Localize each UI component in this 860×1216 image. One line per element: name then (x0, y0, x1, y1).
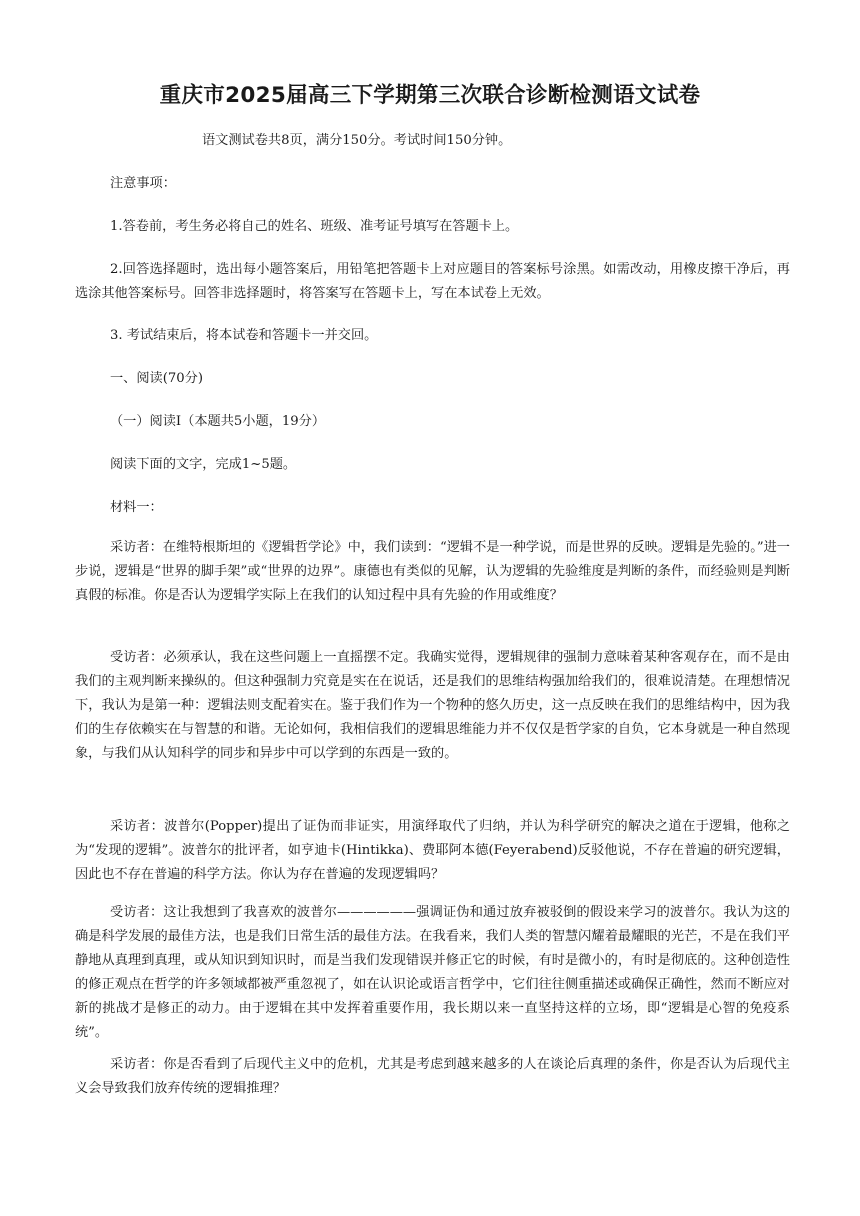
dialogue-paragraph: 采访者：你是否看到了后现代主义中的危机，尤其是考虑到越来越多的人在谈论后真理的条件，你是否认为后现代主义会导致我们放弃传统的逻辑推理？ (75, 1057, 790, 1096)
dialogue-paragraph: 采访者：在维特根斯坦的《逻辑哲学论》中，我们读到：“逻辑不是一种学说，而是世界的反映。逻辑是先验的。”进一步说，逻辑是“世界的脚手架”或“世界的边界”。康德也有类似的见解，认为逻辑的先验维度是判断的条件，而经验则是判断真假的标准。你是否认为逻辑学实际上在我们的认知过程中具有先验的作用或维度？ (75, 540, 790, 603)
reading-instruction: 阅读下面的文字，完成1~5题。 (110, 457, 297, 472)
notice-item: 2.回答选择题时，选出每小题答案后，用铅笔把答题卡上对应题目的答案标号涂黑。如需改动，用橡皮擦干净后，再选涂其他答案标号。回答非选择题时，将答案写在答题卡上，写在本试卷上无效。 (75, 262, 790, 301)
notice-item: 1.答卷前，考生务必将自己的姓名、班级、准考证号填写在答题卡上。 (110, 219, 519, 234)
dialogue-paragraph: 受访者：必须承认，我在这些问题上一直摇摆不定。我确实觉得，逻辑规律的强制力意味着某种客观存在，而不是由我们的主观判断来操纵的。但这种强制力究竟是实在在说话，还是我们的思维结构强加给我们的，很难说清楚。在理想情况下，我认为是第一种：逻辑法则支配着实在。鉴于我们作为一个物种的悠久历史，这一点反映在我们的思维结构中，因为我们的生存依赖实在与智慧的和谐。无论如何，我相信我们的逻辑思维能力并不仅仅是哲学家的自负，它本身就是一种自然现象，与我们从认知科学的同步和异步中可以学到的东西是一致的。 (75, 650, 790, 761)
subsection-heading: （一）阅读Ⅰ（本题共5小题，19分） (110, 414, 326, 429)
section-heading: 一、阅读(70分) (110, 371, 204, 386)
exam-subtitle: 语文测试卷共8页，满分150分。考试时间150分钟。 (202, 133, 512, 148)
notice-item: 3. 考试结束后，将本试卷和答题卡一并交回。 (110, 328, 378, 343)
dialogue-paragraph: 受访者：这让我想到了我喜欢的波普尔——————强调证伪和通过放弃被驳倒的假设来学习的波普尔。我认为这的确是科学发展的最佳方法，也是我们日常生活的最佳方法。在我看来，我们人类的智慧闪耀着最耀眼的光芒，不是在我们平静地从真理到真理，或从知识到知识时，而是当我们发现错误并修正它的时候，有时是微小的，有时是彻底的。这种创造性的修正观点在哲学的许多领域都被严重忽视了，如在认识论或语言哲学中，它们往往侧重描述或确保正确性，然而不断应对新的挑战才是修正的动力。由于逻辑在其中发挥着重要作用，我长期以来一直坚持这样的立场，即“逻辑是心智的免疫系统”。 (75, 905, 790, 1040)
dialogue-paragraph: 采访者：波普尔(Popper)提出了证伪而非证实，用演绎取代了归纳，并认为科学研究的解决之道在于逻辑，他称之为“发现的逻辑”。波普尔的批评者，如亨迪卡(Hintikka)、费耶阿本德(Feyerabend)反驳他说，不存在普遍的研究逻辑，因此也不存在普遍的科学方法。你认为存在普遍的发现逻辑吗？ (75, 819, 790, 882)
notice-heading: 注意事项： (110, 176, 176, 191)
page-title: 重庆市2025届高三下学期第三次联合诊断检测语文试卷 (159, 83, 701, 108)
material-label: 材料一： (110, 500, 163, 515)
